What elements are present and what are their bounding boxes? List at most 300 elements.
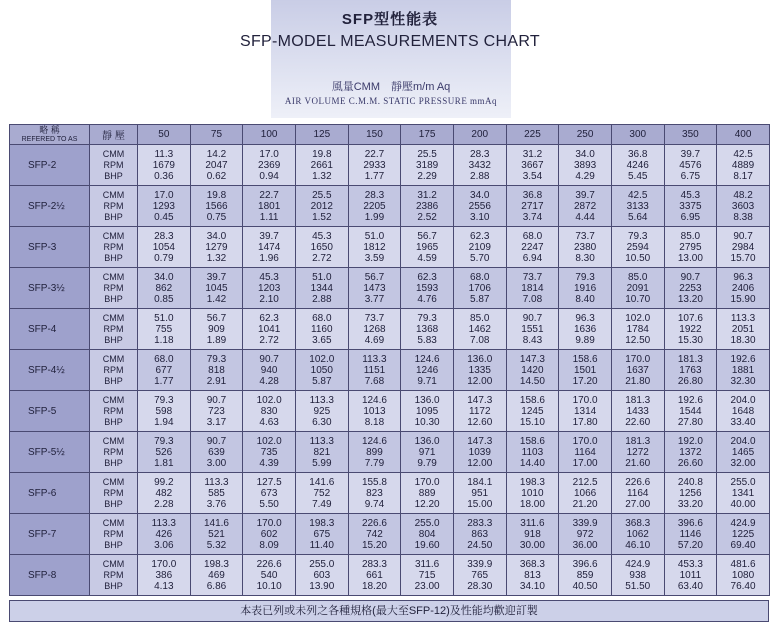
metric-label: BHP — [104, 457, 123, 468]
cell-value: 951 — [471, 487, 489, 499]
table-cell — [295, 473, 348, 514]
table-cell — [506, 555, 559, 596]
cell-value: 69.40 — [730, 539, 756, 551]
cell-value: 1.94 — [154, 416, 174, 428]
cell-value: 27.00 — [625, 498, 651, 510]
cell-value: 1368 — [415, 323, 439, 335]
cell-value: 127.5 — [256, 476, 282, 488]
pressure-header: 100 — [243, 125, 296, 145]
cell-value: 6.30 — [312, 416, 332, 428]
table-cell — [664, 555, 717, 596]
table-cell — [506, 186, 559, 227]
cell-value: 255.0 — [309, 558, 335, 570]
cell-value: 34.0 — [575, 148, 595, 160]
metric-labels — [90, 268, 138, 309]
cell-value: 925 — [313, 405, 331, 417]
cell-value: 3375 — [679, 200, 702, 212]
cell-value: 10.50 — [625, 252, 651, 264]
table-cell — [717, 473, 770, 514]
cell-value: 42.5 — [733, 148, 753, 160]
cell-value: 1344 — [310, 282, 333, 294]
table-cell — [664, 350, 717, 391]
cell-value: 1.32 — [312, 170, 332, 182]
table-cell — [348, 145, 401, 186]
cell-value: 2717 — [521, 200, 544, 212]
cell-value: 1474 — [258, 241, 281, 253]
cell-value: 90.7 — [522, 312, 543, 324]
cell-value: 1650 — [310, 241, 333, 253]
cell-value: 0.85 — [154, 293, 174, 305]
cell-value: 102.0 — [256, 394, 282, 406]
cell-value: 603 — [313, 569, 331, 581]
cell-value: 1062 — [626, 528, 649, 540]
cell-value: 386 — [155, 569, 173, 581]
cell-value: 311.6 — [414, 558, 440, 570]
cell-value: 14.40 — [519, 457, 545, 469]
table-cell — [559, 145, 612, 186]
table-cell — [348, 227, 401, 268]
cell-value: 9.71 — [417, 375, 437, 387]
cell-value: 9.74 — [364, 498, 385, 510]
cell-value: 396.6 — [677, 517, 703, 529]
cell-value: 1922 — [679, 323, 702, 335]
cell-value: 30.00 — [519, 539, 545, 551]
metric-label: CMM — [102, 312, 125, 323]
table-cell — [559, 432, 612, 473]
cell-value: 11.3 — [154, 148, 174, 160]
metric-label: CMM — [102, 517, 125, 528]
page-title-cn: SFP型性能表 — [341, 11, 439, 28]
cell-value: 90.7 — [259, 353, 279, 365]
cell-value: 2406 — [731, 282, 755, 294]
pressure-header: 350 — [664, 125, 717, 145]
table-cell — [506, 514, 559, 555]
table-cell — [243, 186, 296, 227]
table-cell — [243, 473, 296, 514]
table-row — [10, 268, 770, 309]
cell-value: 1593 — [415, 282, 439, 294]
cell-value: 639 — [208, 446, 225, 458]
cell-value: 5.99 — [312, 457, 332, 469]
cell-value: 63.40 — [677, 580, 703, 592]
metric-label: RPM — [103, 159, 124, 170]
cell-value: 13.90 — [309, 580, 335, 592]
metric-label: BHP — [104, 539, 123, 550]
cell-value: 1.77 — [364, 170, 385, 182]
cell-value: 481.6 — [730, 558, 756, 570]
units-label-cn: 風量CMM 靜壓m/m Aq — [331, 81, 451, 93]
table-cell — [190, 432, 243, 473]
cell-value: 26.60 — [677, 457, 703, 469]
cell-value: 21.20 — [572, 498, 598, 510]
table-cell — [717, 186, 770, 227]
cell-value: 79.3 — [575, 271, 595, 283]
table-cell — [717, 350, 770, 391]
cell-value: 7.49 — [312, 498, 332, 510]
pressure-header: 225 — [506, 125, 559, 145]
table-cell — [559, 473, 612, 514]
cell-value: 1465 — [731, 446, 755, 458]
table-cell — [243, 555, 296, 596]
cell-value: 1763 — [679, 364, 702, 376]
cell-value: 24.50 — [467, 539, 493, 551]
table-cell — [559, 186, 612, 227]
cell-value: 311.6 — [520, 517, 545, 529]
cell-value: 76.40 — [730, 580, 756, 592]
cell-value: 45.3 — [312, 230, 332, 242]
metric-label: RPM — [103, 446, 124, 457]
cell-value: 34.0 — [206, 230, 227, 242]
cell-value: 10.10 — [256, 580, 282, 592]
cell-value: 1146 — [679, 528, 702, 540]
cell-value: 5.70 — [470, 252, 490, 264]
table-cell — [401, 432, 454, 473]
table-cell — [138, 186, 191, 227]
cell-value: 661 — [366, 569, 383, 581]
table-cell — [243, 514, 296, 555]
cell-value: 170.0 — [625, 353, 651, 365]
cell-value: 155.8 — [361, 476, 387, 488]
metric-labels — [90, 432, 138, 473]
cell-value: 31.2 — [522, 148, 543, 160]
cell-value: 57.20 — [677, 539, 703, 551]
metric-label: CMM — [102, 353, 125, 364]
cell-value: 368.3 — [519, 558, 545, 570]
table-cell — [611, 473, 664, 514]
cell-value: 51.0 — [154, 312, 174, 324]
cell-value: 2380 — [573, 241, 597, 253]
cell-value: 1039 — [468, 446, 491, 458]
table-row — [10, 473, 770, 514]
cell-value: 12.00 — [467, 375, 493, 387]
table-cell — [717, 227, 770, 268]
cell-value: 13.00 — [677, 252, 703, 264]
cell-value: 15.90 — [730, 293, 756, 305]
cell-value: 45.3 — [680, 189, 701, 201]
cell-value: 1050 — [310, 364, 333, 376]
table-cell — [295, 514, 348, 555]
cell-value: 170.0 — [256, 517, 282, 529]
cell-value: 2.72 — [259, 334, 279, 346]
table-cell — [401, 145, 454, 186]
cell-value: 2984 — [731, 241, 755, 253]
model-name: SFP-6 — [10, 473, 90, 514]
cell-value: 8.40 — [575, 293, 595, 305]
cell-value: 1246 — [415, 364, 439, 376]
cell-value: 12.00 — [467, 457, 493, 469]
cell-value: 424.9 — [730, 517, 756, 529]
cell-value: 396.6 — [572, 558, 598, 570]
cell-value: 1566 — [205, 200, 228, 212]
metric-labels — [90, 145, 138, 186]
cell-value: 255.0 — [414, 517, 440, 529]
table-cell — [138, 268, 191, 309]
table-cell — [348, 268, 401, 309]
cell-value: 226.6 — [256, 558, 282, 570]
cell-value: 28.3 — [154, 230, 174, 242]
cell-value: 62.3 — [259, 312, 279, 324]
cell-value: 11.40 — [309, 539, 334, 551]
table-cell — [611, 309, 664, 350]
cell-value: 181.3 — [625, 435, 651, 447]
cell-value: 113.3 — [730, 312, 756, 324]
table-cell — [717, 514, 770, 555]
table-cell — [190, 309, 243, 350]
cell-value: 1013 — [363, 405, 386, 417]
cell-value: 3.74 — [522, 211, 543, 223]
cell-value: 19.60 — [414, 539, 440, 551]
table-cell — [559, 227, 612, 268]
cell-value: 1433 — [626, 405, 649, 417]
cell-value: 3432 — [468, 159, 491, 171]
cell-value: 226.6 — [361, 517, 387, 529]
table-cell — [611, 514, 664, 555]
cell-value: 79.3 — [206, 353, 227, 365]
cell-value: 170.0 — [572, 435, 598, 447]
table-cell — [138, 555, 191, 596]
cell-value: 752 — [313, 487, 331, 499]
cell-value: 181.3 — [625, 394, 651, 406]
metric-label: RPM — [103, 323, 124, 334]
table-cell — [190, 350, 243, 391]
cell-value: 818 — [208, 364, 225, 376]
cell-value: 113.3 — [309, 394, 334, 406]
table-cell — [138, 227, 191, 268]
metric-labels — [90, 473, 138, 514]
cell-value: 1054 — [152, 241, 175, 253]
cell-value: 5.50 — [259, 498, 279, 510]
metric-label: CMM — [102, 394, 125, 405]
cell-value: 51.0 — [364, 230, 385, 242]
cell-value: 521 — [208, 528, 225, 540]
cell-value: 1648 — [731, 405, 755, 417]
cell-value: 1041 — [258, 323, 281, 335]
cell-value: 15.00 — [467, 498, 493, 510]
cell-value: 1636 — [573, 323, 597, 335]
cell-value: 147.3 — [519, 353, 545, 365]
cell-value: 204.0 — [730, 394, 756, 406]
cell-value: 602 — [260, 528, 278, 540]
cell-value: 21.80 — [625, 375, 651, 387]
cell-value: 73.7 — [575, 230, 595, 242]
page-title-en: SFP-MODEL MEASUREMENTS CHART — [240, 33, 540, 50]
cell-value: 540 — [260, 569, 278, 581]
cell-value: 1172 — [469, 405, 491, 417]
cell-value: 482 — [155, 487, 173, 499]
cell-value: 1679 — [152, 159, 175, 171]
cell-value: 2247 — [521, 241, 544, 253]
table-cell — [506, 227, 559, 268]
cell-value: 1.89 — [206, 334, 227, 346]
cell-value: 1314 — [573, 405, 597, 417]
pressure-header: 400 — [717, 125, 770, 145]
cell-value: 765 — [471, 569, 489, 581]
cell-value: 1881 — [731, 364, 755, 376]
table-cell — [401, 514, 454, 555]
table-cell — [401, 309, 454, 350]
pressure-header: 150 — [348, 125, 401, 145]
table-cell — [717, 268, 770, 309]
cell-value: 6.75 — [680, 170, 701, 182]
metric-label: RPM — [103, 364, 124, 375]
cell-value: 742 — [366, 528, 383, 540]
cell-value: 7.08 — [470, 334, 490, 346]
table-cell — [348, 309, 401, 350]
table-row — [10, 309, 770, 350]
cell-value: 1066 — [573, 487, 597, 499]
table-cell — [611, 555, 664, 596]
cell-value: 15.30 — [677, 334, 703, 346]
table-cell — [295, 186, 348, 227]
cell-value: 4.39 — [259, 457, 279, 469]
metric-label: BHP — [104, 211, 123, 222]
cell-value: 34.0 — [154, 271, 174, 283]
cell-value: 453.3 — [677, 558, 703, 570]
cell-value: 136.0 — [467, 353, 493, 365]
cell-value: 918 — [524, 528, 541, 540]
cell-value: 136.0 — [414, 435, 440, 447]
cell-value: 971 — [418, 446, 436, 458]
cell-value: 73.7 — [522, 271, 543, 283]
table-cell — [559, 268, 612, 309]
cell-value: 4246 — [626, 159, 649, 171]
cell-value: 526 — [155, 446, 173, 458]
model-name: SFP-3½ — [10, 268, 90, 309]
cell-value: 226.6 — [625, 476, 651, 488]
cell-value: 124.6 — [414, 353, 440, 365]
table-cell — [348, 555, 401, 596]
cell-value: 18.30 — [730, 334, 756, 346]
cell-value: 4.76 — [417, 293, 437, 305]
table-cell — [243, 350, 296, 391]
cell-value: 1.96 — [259, 252, 279, 264]
table-cell — [453, 473, 506, 514]
cell-value: 940 — [260, 364, 278, 376]
model-name: SFP-5 — [10, 391, 90, 432]
cell-value: 113.3 — [362, 353, 387, 365]
cell-value: 2369 — [258, 159, 281, 171]
table-cell — [506, 432, 559, 473]
pressure-header: 300 — [611, 125, 664, 145]
table-cell — [506, 309, 559, 350]
cell-value: 8.09 — [259, 539, 279, 551]
cell-value: 1225 — [731, 528, 755, 540]
cell-value: 1.42 — [206, 293, 227, 305]
cell-value: 184.1 — [467, 476, 493, 488]
cell-value: 1501 — [573, 364, 597, 376]
cell-value: 8.30 — [575, 252, 595, 264]
cell-value: 598 — [155, 405, 173, 417]
pressure-header: 125 — [295, 125, 348, 145]
cell-value: 859 — [576, 569, 594, 581]
cell-value: 17.20 — [572, 375, 598, 387]
cell-value: 2.52 — [417, 211, 437, 223]
cell-value: 3.76 — [206, 498, 227, 510]
table-cell — [138, 145, 191, 186]
cell-value: 181.3 — [677, 353, 703, 365]
cell-value: 426 — [155, 528, 173, 540]
cell-value: 677 — [155, 364, 173, 376]
cell-value: 56.7 — [364, 271, 385, 283]
table-cell — [664, 514, 717, 555]
table-cell — [138, 514, 191, 555]
cell-value: 2.28 — [154, 498, 174, 510]
table-cell — [401, 473, 454, 514]
cell-value: 85.0 — [470, 312, 490, 324]
cell-value: 1160 — [311, 323, 333, 335]
cell-value: 2.88 — [312, 293, 332, 305]
cell-value: 32.30 — [730, 375, 756, 387]
cell-value: 6.86 — [206, 580, 227, 592]
cell-value: 4.28 — [259, 375, 279, 387]
table-cell — [295, 555, 348, 596]
cell-value: 68.0 — [470, 271, 490, 283]
metric-labels — [90, 309, 138, 350]
cell-value: 255.0 — [730, 476, 756, 488]
cell-value: 938 — [629, 569, 647, 581]
cell-value: 192.6 — [730, 353, 756, 365]
cell-value: 22.7 — [364, 148, 385, 160]
table-cell — [453, 514, 506, 555]
cell-value: 45.3 — [259, 271, 279, 283]
table-cell — [190, 268, 243, 309]
cell-value: 15.20 — [361, 539, 387, 551]
cell-value: 9.79 — [417, 457, 437, 469]
cell-value: 79.3 — [154, 394, 174, 406]
metric-labels — [90, 227, 138, 268]
cell-value: 2872 — [573, 200, 597, 212]
cell-value: 972 — [576, 528, 594, 540]
cell-value: 715 — [418, 569, 436, 581]
table-cell — [506, 473, 559, 514]
cell-value: 15.10 — [519, 416, 545, 428]
table-cell — [717, 145, 770, 186]
table-cell — [453, 227, 506, 268]
cell-value: 204.0 — [730, 435, 756, 447]
cell-value: 17.80 — [572, 416, 598, 428]
cell-value: 68.0 — [154, 353, 174, 365]
model-header-cn: 略 稱 — [39, 124, 60, 135]
metric-label: CMM — [102, 230, 125, 241]
cell-value: 2.91 — [206, 375, 227, 387]
cell-value: 0.94 — [259, 170, 279, 182]
cell-value: 0.45 — [154, 211, 174, 223]
footer-note: 本表已列或未列之各種規格(最大至SFP-12)及性能均歡迎訂製 — [9, 600, 769, 622]
table-cell — [295, 227, 348, 268]
cell-value: 0.79 — [154, 252, 174, 264]
metric-label: CMM — [102, 435, 125, 446]
metric-label: RPM — [103, 241, 124, 252]
cell-value: 7.68 — [364, 375, 385, 387]
table-cell — [138, 473, 191, 514]
table-row — [10, 227, 770, 268]
measurements-table-wrap — [9, 124, 769, 596]
cell-value: 8.18 — [364, 416, 385, 428]
cell-value: 1080 — [731, 569, 755, 581]
metric-labels — [90, 514, 138, 555]
cell-value: 99.2 — [154, 476, 174, 488]
model-column-header — [10, 125, 90, 145]
metric-label: CMM — [102, 189, 125, 200]
table-cell — [401, 555, 454, 596]
cell-value: 1801 — [258, 200, 281, 212]
cell-value: 42.5 — [628, 189, 648, 201]
cell-value: 79.3 — [417, 312, 437, 324]
table-cell — [348, 350, 401, 391]
metric-labels — [90, 555, 138, 596]
cell-value: 7.79 — [364, 457, 385, 469]
cell-value: 4.59 — [417, 252, 437, 264]
